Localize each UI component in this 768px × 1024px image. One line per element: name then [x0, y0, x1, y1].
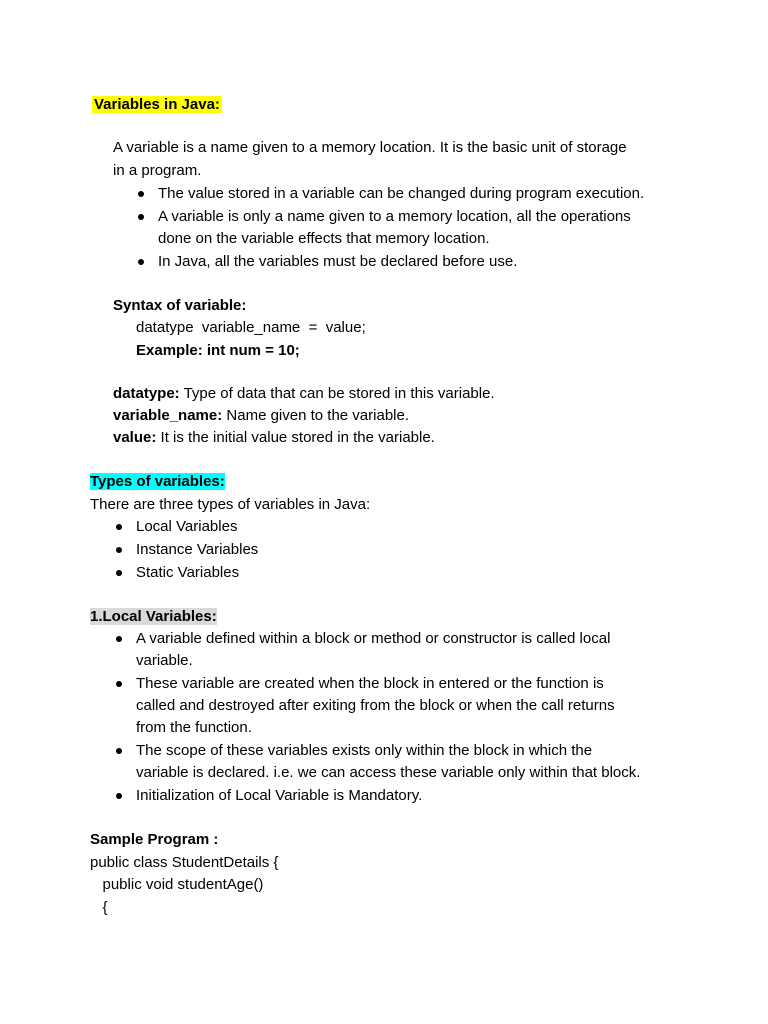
- definition-desc: It is the initial value stored in the variable.: [156, 429, 435, 446]
- list-item-text: The value stored in a variable can be changed during program execution.: [158, 185, 645, 202]
- list-item-text: Static Variables: [136, 564, 240, 581]
- list-item-text: A variable defined within a block or method or constructor is called local: [136, 630, 611, 647]
- list-item-text: called and destroyed after exiting from the block or when the call returns: [136, 697, 615, 714]
- definition-variable-name: [113, 405, 409, 427]
- definition-value: [113, 427, 435, 449]
- bullet-dot: [116, 748, 122, 754]
- list-item-text: Initialization of Local Variable is Mandatory.: [136, 787, 423, 804]
- intro-line-1: A variable is a name given to a memory location. It is the basic unit of storage: [113, 139, 627, 156]
- intro-line-2: in a program.: [113, 162, 202, 179]
- definition-term: value:: [113, 429, 157, 446]
- bullet-dot: [116, 793, 122, 799]
- types-intro: There are three types of variables in Java:: [90, 496, 371, 513]
- heading-types-of-variables: [90, 471, 225, 493]
- code-line: public void studentAge(): [90, 876, 264, 893]
- syntax-example: Example: int num = 10;: [136, 342, 300, 359]
- definition-desc: Name given to the variable.: [222, 407, 410, 424]
- heading-text: Types of variables:: [90, 473, 225, 490]
- syntax-line: datatype variable_name = value;: [136, 319, 366, 336]
- definition-datatype: [113, 383, 495, 405]
- code-line: {: [90, 899, 108, 916]
- heading-local-variables: [90, 606, 217, 628]
- bullet-dot: [138, 259, 144, 265]
- list-item-text: The scope of these variables exists only within the block in which the: [136, 742, 593, 759]
- heading-text: Variables in Java:: [94, 96, 220, 113]
- list-item-text: from the function.: [136, 719, 252, 736]
- list-item-text: These variable are created when the block in entered or the function is: [136, 675, 604, 692]
- sample-program-title: Sample Program :: [90, 831, 219, 848]
- list-item-text: variable.: [136, 652, 193, 669]
- bullet-dot: [116, 681, 122, 687]
- list-item-text: A variable is only a name given to a memory location, all the operations: [158, 208, 631, 225]
- bullet-dot: [116, 547, 122, 553]
- bullet-dot: [116, 570, 122, 576]
- syntax-title: Syntax of variable:: [113, 297, 247, 314]
- definition-term: datatype:: [113, 385, 180, 402]
- heading-variables-in-java: [92, 94, 222, 116]
- heading-text: 1.Local Variables:: [90, 608, 217, 625]
- list-item-text: variable is declared. i.e. we can access these variable only within that block.: [136, 764, 641, 781]
- bullet-dot: [138, 191, 144, 197]
- definition-desc: Type of data that can be stored in this variable.: [179, 385, 495, 402]
- list-item-text: In Java, all the variables must be declared before use.: [158, 253, 518, 270]
- bullet-dot: [116, 636, 122, 642]
- bullet-dot: [138, 214, 144, 220]
- code-line: public class StudentDetails {: [90, 854, 279, 871]
- list-item-text: done on the variable effects that memory location.: [158, 230, 490, 247]
- list-item-text: Local Variables: [136, 518, 238, 535]
- list-item-text: Instance Variables: [136, 541, 259, 558]
- bullet-dot: [116, 524, 122, 530]
- definition-term: variable_name:: [113, 407, 223, 424]
